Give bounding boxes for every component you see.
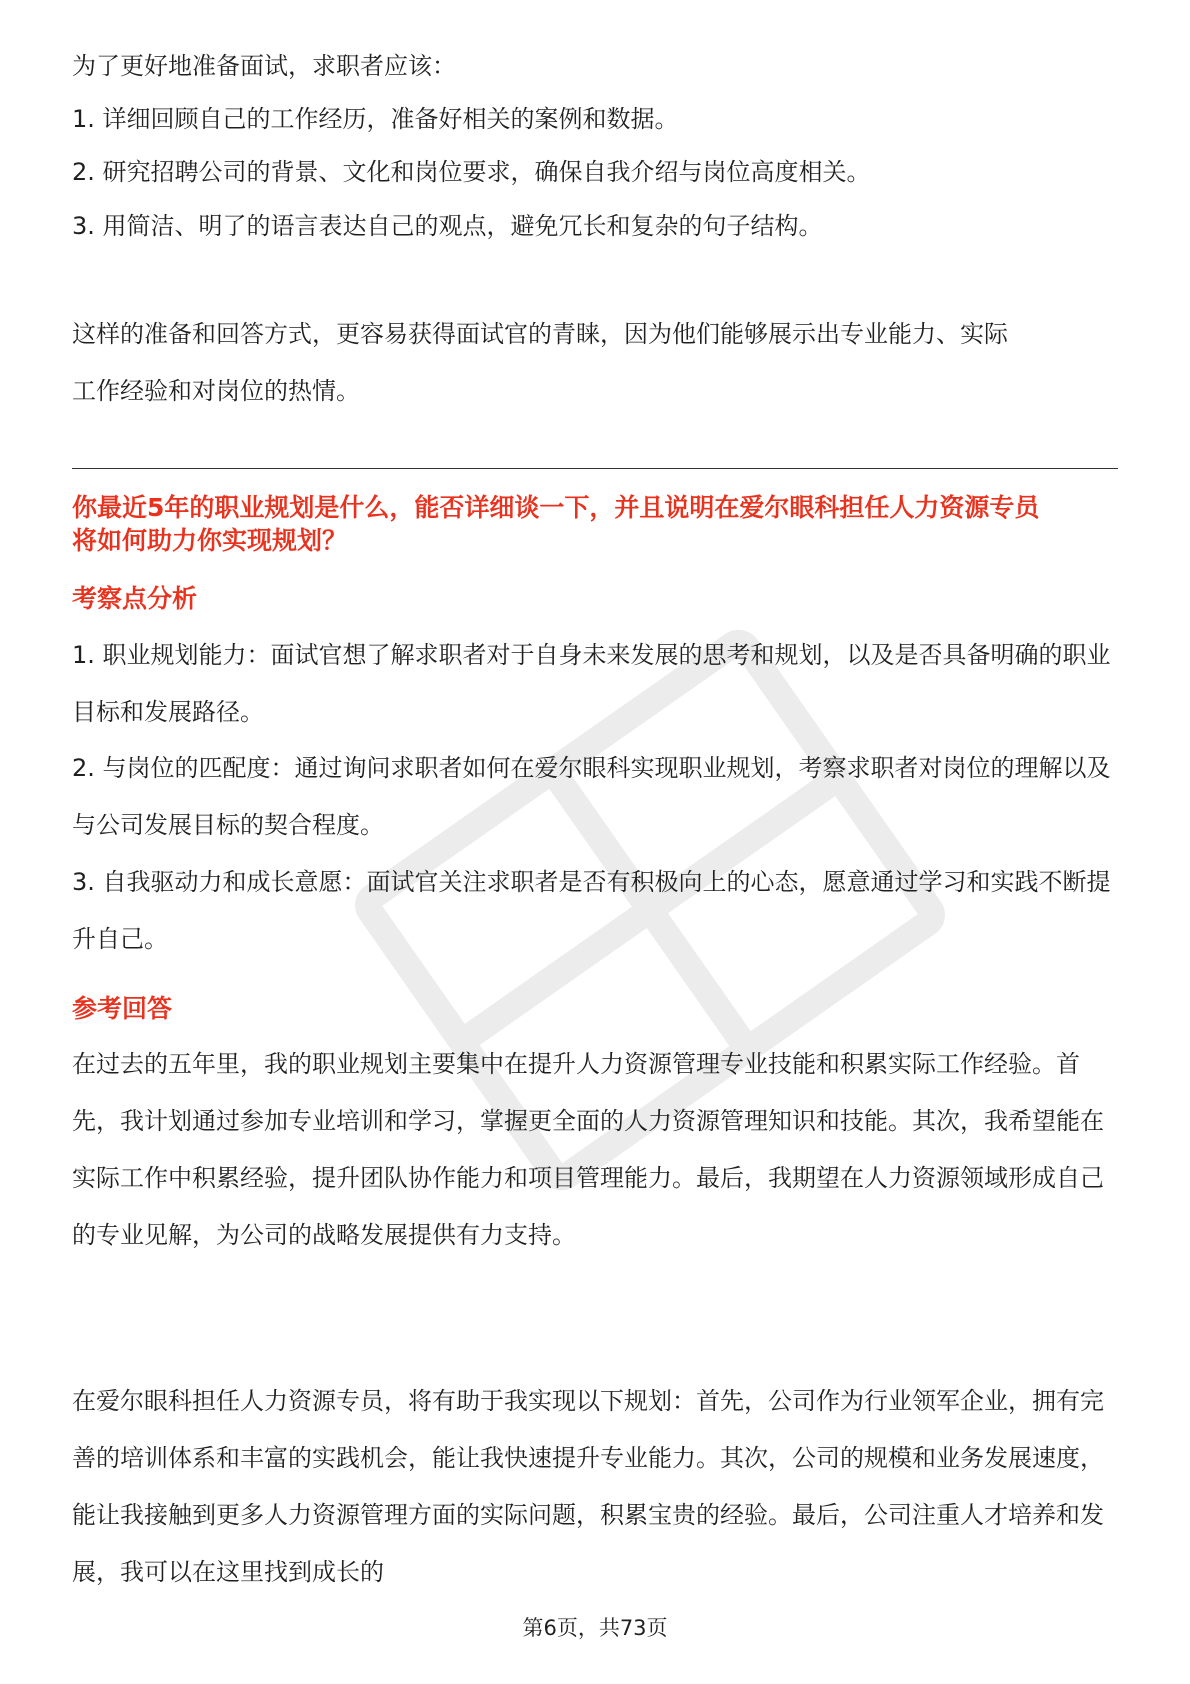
analysis-heading: 考察点分析 (72, 584, 198, 613)
interview-question: 你最近5年的职业规划是什么，能否详细谈一下，并且说明在爱尔眼科担任人力资源专员将如何助力你实现规划？ (72, 493, 1040, 555)
answer-paragraph-2: 在爱尔眼科担任人力资源专员，将有助于我实现以下规划：首先，公司作为行业领军企业，拥有完善的培训体系和丰富的实践机会，能让我快速提升专业能力。其次，公司的规模和业务发展速度，能让我接触到更多人力资源管理方面的实际问题，积累宝贵的经验。最后，公司注重人才培养和发展，我可以在这里找到成长的 (72, 1387, 1104, 1586)
intro-item-3: 3. 用简洁、明了的语言表达自己的观点，避免冗长和复杂的句子结构。 (72, 212, 823, 240)
intro-lead: 为了更好地准备面试，求职者应该： (72, 52, 456, 80)
analysis-item-2: 2. 与岗位的匹配度：通过询问求职者如何在爱尔眼科实现职业规划，考察求职者对岗位的理解以及与公司发展目标的契合程度。 (72, 754, 1111, 839)
page-number: 第6页，共73页 (522, 1616, 668, 1640)
intro-item-2: 2. 研究招聘公司的背景、文化和岗位要求，确保自我介绍与岗位高度相关。 (72, 158, 871, 186)
intro-item-1: 1. 详细回顾自己的工作经历，准备好相关的案例和数据。 (72, 105, 679, 133)
analysis-item-3: 3. 自我驱动力和成长意愿：面试官关注求职者是否有积极向上的心态，愿意通过学习和实践不断提升自己。 (72, 868, 1111, 953)
answer-paragraph-1: 在过去的五年里，我的职业规划主要集中在提升人力资源管理专业技能和积累实际工作经验。首先，我计划通过参加专业培训和学习，掌握更全面的人力资源管理知识和技能。其次，我希望能在实际工作中积累经验，提升团队协作能力和项目管理能力。最后，我期望在人力资源领域形成自己的专业见解，为公司的战略发展提供有力支持。 (72, 1050, 1104, 1249)
answer-heading: 参考回答 (72, 994, 173, 1023)
section-divider (72, 468, 1118, 469)
intro-conclusion: 这样的准备和回答方式，更容易获得面试官的青睐，因为他们能够展示出专业能力、实际工作经验和对岗位的热情。 (72, 320, 1008, 405)
analysis-item-1: 1. 职业规划能力：面试官想了解求职者对于自身未来发展的思考和规划，以及是否具备明确的职业目标和发展路径。 (72, 641, 1111, 726)
